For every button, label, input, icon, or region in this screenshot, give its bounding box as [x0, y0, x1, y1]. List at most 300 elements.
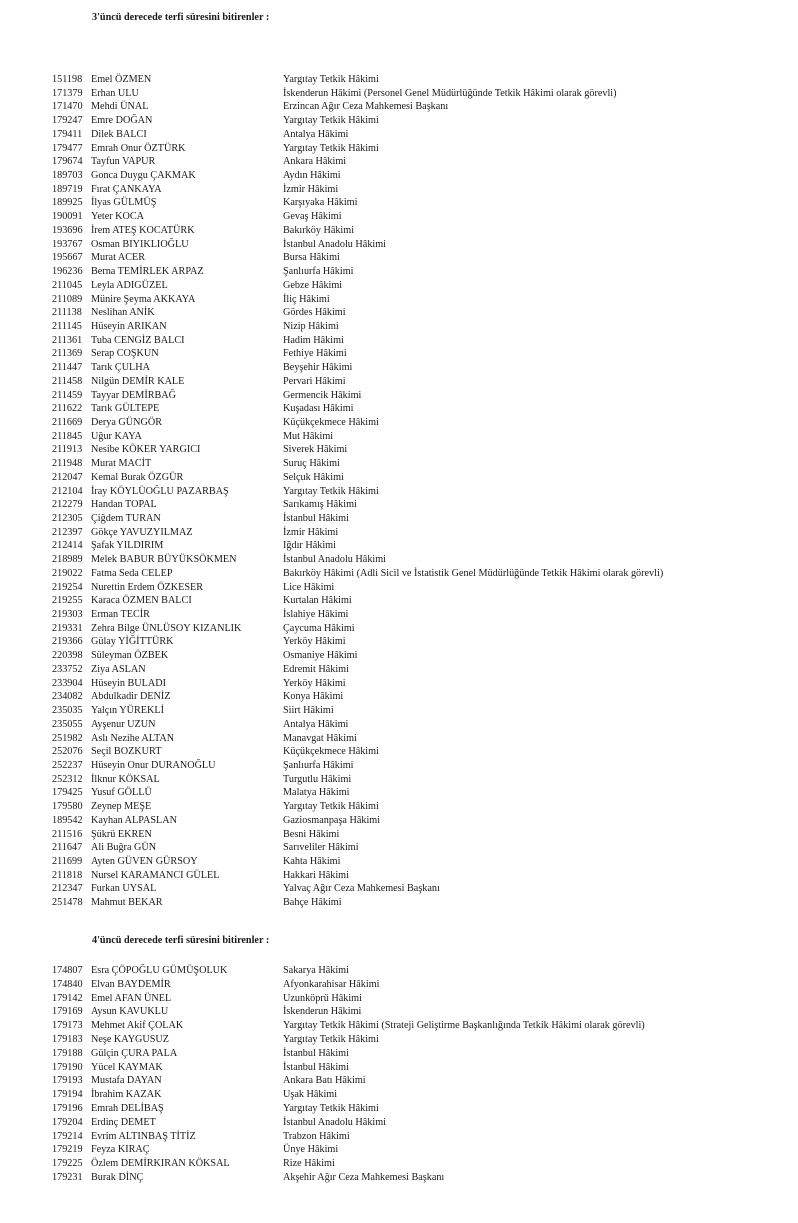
list-item: [52, 896, 792, 910]
sicil-number: 211845: [52, 430, 83, 442]
sicil-number: 171470: [52, 101, 83, 113]
person-name: Aysun KAVUKLU: [91, 1006, 169, 1018]
sicil-number: 179411: [52, 128, 83, 140]
position-title: Nizip Hâkimi: [283, 320, 339, 332]
sicil-number: 211089: [52, 293, 83, 305]
person-name: Esra ÇÖPOĞLU GÜMÜŞOLUK: [91, 965, 228, 976]
sicil-number: 195667: [52, 252, 83, 264]
position-title: Ünye Hâkimi: [283, 1144, 339, 1156]
sicil-number: 179580: [52, 801, 83, 813]
sicil-number: 252237: [52, 759, 83, 771]
person-name: Gülçin ÇURA PALA: [91, 1047, 178, 1059]
person-name: Burak DİNÇ: [91, 1171, 144, 1183]
person-name: Erhan ULU: [91, 87, 139, 99]
list-item: [52, 786, 792, 800]
position-title: Yerköy Hâkimi: [283, 677, 346, 689]
sicil-number: 211516: [52, 828, 83, 840]
position-title: Rize Hâkimi: [283, 1158, 335, 1170]
position-title: Besni Hâkimi: [283, 828, 340, 840]
position-title: Turgutlu Hâkimi: [283, 773, 352, 785]
position-title: Yargıtay Tetkik Hâkimi (Strateji Geliştirme Başkanlığında Tetkik Hâkimi olarak görevli): [283, 1020, 645, 1032]
position-title: Yargıtay Tetkik Hâkimi: [283, 142, 379, 154]
person-name: Erman TECİR: [91, 609, 150, 621]
position-title: İliç Hâkimi: [283, 293, 330, 305]
list-item: [52, 1033, 792, 1047]
list-item: [52, 526, 792, 540]
list-item: [52, 1088, 792, 1102]
person-name: Abdulkadir DENİZ: [91, 691, 171, 703]
sicil-number: 212397: [52, 526, 83, 538]
person-name: İbrahim KAZAK: [91, 1089, 162, 1101]
position-title: Edremit Hâkimi: [283, 663, 349, 675]
sicil-number: 219303: [52, 609, 83, 621]
person-name: Uğur KAYA: [91, 430, 142, 442]
person-name: Murat MACİT: [91, 458, 152, 470]
list-item: [52, 800, 792, 814]
person-name: Gonca Duygu ÇAKMAK: [91, 170, 196, 182]
person-name: Süleyman ÖZBEK: [91, 650, 169, 662]
position-title: İzmir Hâkimi: [283, 526, 339, 538]
sicil-number: 212414: [52, 540, 83, 552]
person-name: Mahmut BEKAR: [91, 897, 163, 909]
sicil-number: 179477: [52, 142, 83, 154]
list-item: [52, 265, 792, 279]
sicil-number: 211145: [52, 320, 82, 332]
sicil-number: 179188: [52, 1047, 83, 1059]
list-item: [52, 169, 792, 183]
person-name: Leyla ADIGÜZEL: [91, 279, 168, 291]
list-item: [52, 1171, 792, 1185]
position-title: Hadim Hâkimi: [283, 334, 344, 346]
list-item: [52, 224, 792, 238]
position-title: İslahiye Hâkimi: [283, 609, 349, 621]
list-item: [52, 1157, 792, 1171]
sicil-number: 219255: [52, 595, 83, 607]
list-item: [52, 1116, 792, 1130]
position-title: Gevaş Hâkimi: [283, 211, 342, 223]
position-title: Akşehir Ağır Ceza Mahkemesi Başkanı: [283, 1171, 445, 1183]
sicil-number: 179247: [52, 115, 83, 127]
position-title: Beyşehir Hâkimi: [283, 362, 353, 374]
position-title: İstanbul Hâkimi: [283, 513, 349, 524]
sicil-number: 189703: [52, 170, 83, 182]
list-item: [52, 279, 792, 293]
sicil-number: 218989: [52, 554, 83, 566]
person-name: Hüseyin Onur DURANOĞLU: [91, 759, 216, 771]
position-title: Gaziosmanpaşa Hâkimi: [283, 814, 381, 826]
person-name: Feyza KIRAÇ: [91, 1144, 150, 1156]
position-title: Sakarya Hâkimi: [283, 965, 349, 976]
position-title: Kuşadası Hâkimi: [283, 403, 354, 415]
person-name: Kemal Burak ÖZGÜR: [91, 471, 184, 483]
list-item: [52, 210, 792, 224]
position-title: İskenderun Hâkimi (Personel Genel Müdürlüğünde Tetkik Hâkimi olarak görevli): [283, 87, 617, 99]
person-name: Neslihan ANİK: [91, 307, 155, 319]
promotion-list-3rd-degree: [52, 73, 792, 910]
position-title: Şanlıurfa Hâkimi: [283, 266, 354, 278]
list-item: [52, 553, 792, 567]
person-name: Karaca ÖZMEN BALCI: [91, 595, 192, 607]
person-name: İlyas GÜLMÜŞ: [91, 197, 157, 209]
position-title: Gebze Hâkimi: [283, 279, 343, 291]
sicil-number: 252076: [52, 746, 83, 758]
sicil-number: 196236: [52, 266, 83, 278]
person-name: Şafak YILDIRIM: [91, 540, 164, 552]
person-name: Yücel KAYMAK: [91, 1061, 163, 1073]
person-name: Münire Şeyma AKKAYA: [91, 293, 196, 305]
sicil-number: 179190: [52, 1061, 83, 1073]
person-name: Nursel KARAMANCI GÜLEL: [91, 869, 220, 881]
position-title: Afyonkarahisar Hâkimi: [283, 978, 380, 990]
sicil-number: 233904: [52, 677, 83, 689]
list-item: [52, 416, 792, 430]
person-name: Yusuf GÖLLÜ: [91, 787, 152, 799]
person-name: Emel ÖZMEN: [91, 74, 152, 85]
list-item: [52, 443, 792, 457]
sicil-number: 190091: [52, 211, 83, 223]
list-item: [52, 745, 792, 759]
list-item: [52, 347, 792, 361]
sicil-number: 179193: [52, 1075, 83, 1087]
position-title: Bursa Hâkimi: [283, 252, 340, 264]
position-title: Yargıtay Tetkik Hâkimi: [283, 485, 379, 497]
list-item: [52, 1074, 792, 1088]
sicil-number: 179173: [52, 1020, 83, 1032]
list-item: [52, 622, 792, 636]
person-name: Evrim ALTINBAŞ TİTİZ: [91, 1130, 196, 1142]
person-name: Berna TEMİRLEK ARPAZ: [91, 266, 204, 278]
list-item: [52, 155, 792, 169]
list-item: [52, 306, 792, 320]
position-title: Yerköy Hâkimi: [283, 636, 346, 648]
position-title: Küçükçekmece Hâkimi: [283, 746, 379, 758]
position-title: Çaycuma Hâkimi: [283, 622, 355, 634]
person-name: Yalçın YÜREKLİ: [91, 705, 165, 717]
position-title: Bakırköy Hâkimi (Adli Sicil ve İstatistik Genel Müdürlüğünde Tetkik Hâkimi olarak görevli): [283, 567, 664, 579]
position-title: Germencik Hâkimi: [283, 389, 362, 401]
sicil-number: 211913: [52, 444, 83, 456]
list-item: [52, 1102, 792, 1116]
person-name: Ali Buğra GÜN: [91, 842, 157, 854]
list-item: [52, 567, 792, 581]
person-name: Hüseyin ARIKAN: [91, 320, 167, 332]
promotion-list-4th-degree: [52, 964, 792, 1185]
position-title: Yalvaç Ağır Ceza Mahkemesi Başkanı: [283, 883, 440, 895]
sicil-number: 211369: [52, 348, 83, 360]
list-item: [52, 759, 792, 773]
list-item: [52, 718, 792, 732]
person-name: Emrah DELİBAŞ: [91, 1102, 164, 1114]
list-item: [52, 732, 792, 746]
section-heading-3rd-degree: 3'üncü derecede terfi süresini bitirenler :: [92, 12, 270, 23]
list-item: [52, 389, 792, 403]
sicil-number: 252312: [52, 773, 83, 785]
sicil-number: 212305: [52, 513, 83, 524]
sicil-number: 174807: [52, 965, 83, 976]
section-heading-4th-degree: 4'üncü derecede terfi süresini bitirenler :: [92, 935, 270, 946]
sicil-number: 179225: [52, 1158, 83, 1170]
sicil-number: 211447: [52, 362, 83, 374]
list-item: [52, 882, 792, 896]
position-title: İstanbul Anadolu Hâkimi: [283, 1116, 386, 1128]
sicil-number: 189925: [52, 197, 83, 209]
position-title: Manavgat Hâkimi: [283, 732, 357, 744]
sicil-number: 219254: [52, 581, 83, 593]
list-item: [52, 471, 792, 485]
position-title: Siverek Hâkimi: [283, 444, 348, 456]
person-name: Aslı Nezihe ALTAN: [91, 732, 175, 744]
list-item: [52, 361, 792, 375]
sicil-number: 219331: [52, 622, 83, 634]
position-title: Pervari Hâkimi: [283, 375, 346, 387]
sicil-number: 179425: [52, 787, 83, 799]
position-title: Mut Hâkimi: [283, 430, 334, 442]
list-item: [52, 677, 792, 691]
person-name: Zeynep MEŞE: [91, 801, 152, 813]
person-name: Yeter KOCA: [91, 211, 145, 223]
position-title: Sarıkamış Hâkimi: [283, 499, 357, 511]
person-name: Tayyar DEMİRBAĞ: [91, 389, 177, 401]
list-item: [52, 196, 792, 210]
position-title: Bakırköy Hâkimi: [283, 224, 355, 236]
sicil-number: 211647: [52, 842, 83, 854]
list-item: [52, 183, 792, 197]
position-title: Sarıveliler Hâkimi: [283, 842, 359, 854]
list-item: [52, 828, 792, 842]
sicil-number: 179214: [52, 1130, 83, 1142]
position-title: İstanbul Hâkimi: [283, 1047, 349, 1059]
position-title: İzmir Hâkimi: [283, 183, 339, 195]
person-name: Dilek BALCI: [91, 128, 147, 140]
person-name: Kayhan ALPASLAN: [91, 814, 177, 826]
list-item: [52, 1019, 792, 1033]
list-item: [52, 690, 792, 704]
list-item: [52, 608, 792, 622]
position-title: İskenderun Hâkimi: [283, 1006, 362, 1018]
position-title: Ankara Batı Hâkimi: [283, 1075, 366, 1087]
person-name: Emre DOĞAN: [91, 115, 153, 127]
person-name: Ziya ASLAN: [91, 663, 146, 675]
sicil-number: 211045: [52, 279, 83, 291]
person-name: Melek BABUR BÜYÜKSÖKMEN: [91, 554, 237, 566]
position-title: Trabzon Hâkimi: [283, 1130, 350, 1142]
position-title: Ankara Hâkimi: [283, 156, 347, 168]
sicil-number: 179231: [52, 1171, 83, 1183]
person-name: Emel AFAN ÜNEL: [91, 992, 172, 1004]
position-title: Kurtalan Hâkimi: [283, 595, 352, 607]
position-title: Lice Hâkimi: [283, 581, 335, 593]
position-title: Konya Hâkimi: [283, 691, 344, 703]
position-title: Osmaniye Hâkimi: [283, 650, 358, 662]
sicil-number: 251982: [52, 732, 83, 744]
list-item: [52, 73, 792, 87]
list-item: [52, 87, 792, 101]
position-title: Uzunköprü Hâkimi: [283, 992, 362, 1004]
position-title: Yargıtay Tetkik Hâkimi: [283, 801, 379, 813]
list-item: [52, 498, 792, 512]
list-item: [52, 375, 792, 389]
person-name: Ayşenur UZUN: [91, 718, 156, 730]
sicil-number: 189719: [52, 183, 83, 195]
list-item: [52, 663, 792, 677]
position-title: Yargıtay Tetkik Hâkimi: [283, 1102, 379, 1114]
sicil-number: 220398: [52, 650, 83, 662]
sicil-number: 219366: [52, 636, 83, 648]
person-name: Şükrü EKREN: [91, 828, 152, 840]
sicil-number: 212347: [52, 883, 83, 895]
list-item: [52, 293, 792, 307]
person-name: Murat ACER: [91, 252, 146, 264]
position-title: Yargıtay Tetkik Hâkimi: [283, 74, 379, 85]
person-name: Hüseyin BULADI: [91, 677, 166, 689]
list-item: [52, 992, 792, 1006]
list-item: [52, 457, 792, 471]
person-name: Çiğdem TURAN: [91, 513, 161, 524]
list-item: [52, 594, 792, 608]
person-name: Özlem DEMİRKIRAN KÖKSAL: [91, 1158, 230, 1170]
sicil-number: 211138: [52, 307, 82, 319]
list-item: [52, 142, 792, 156]
list-item: [52, 114, 792, 128]
position-title: Yargıtay Tetkik Hâkimi: [283, 115, 379, 127]
list-item: [52, 402, 792, 416]
list-item: [52, 238, 792, 252]
sicil-number: 212279: [52, 499, 83, 511]
position-title: İstanbul Hâkimi: [283, 1061, 349, 1073]
person-name: Serap COŞKUN: [91, 348, 159, 360]
sicil-number: 219022: [52, 567, 83, 579]
position-title: Iğdır Hâkimi: [283, 540, 336, 552]
person-name: Ayten GÜVEN GÜRSOY: [91, 855, 198, 867]
person-name: Tayfun VAPUR: [91, 156, 156, 168]
person-name: Tarık ÇULHA: [91, 362, 150, 374]
sicil-number: 212047: [52, 471, 83, 483]
sicil-number: 179183: [52, 1033, 83, 1045]
list-item: [52, 1143, 792, 1157]
position-title: Bahçe Hâkimi: [283, 897, 342, 909]
list-item: [52, 581, 792, 595]
person-name: Mustafa DAYAN: [91, 1075, 162, 1087]
position-title: Şanlıurfa Hâkimi: [283, 759, 354, 771]
position-title: Uşak Hâkimi: [283, 1089, 338, 1101]
sicil-number: 211818: [52, 869, 83, 881]
list-item: [52, 320, 792, 334]
person-name: Furkan UYSAL: [91, 883, 157, 895]
position-title: Gördes Hâkimi: [283, 307, 346, 319]
list-item: [52, 635, 792, 649]
sicil-number: 235055: [52, 718, 83, 730]
sicil-number: 211459: [52, 389, 83, 401]
list-item: [52, 1130, 792, 1144]
list-item: [52, 814, 792, 828]
position-title: Antalya Hâkimi: [283, 718, 349, 730]
person-name: Derya GÜNGÖR: [91, 416, 163, 428]
position-title: Erzincan Ağır Ceza Mahkemesi Başkanı: [283, 101, 449, 113]
person-name: İray KÖYLÜOĞLU PAZARBAŞ: [91, 485, 229, 497]
sicil-number: 193767: [52, 238, 83, 250]
sicil-number: 179196: [52, 1102, 83, 1114]
person-name: Mehdi ÜNAL: [91, 101, 149, 113]
position-title: İstanbul Anadolu Hâkimi: [283, 554, 386, 566]
position-title: Kahta Hâkimi: [283, 855, 341, 867]
sicil-number: 174840: [52, 978, 83, 990]
position-title: İstanbul Anadolu Hâkimi: [283, 238, 386, 250]
sicil-number: 179169: [52, 1006, 83, 1018]
person-name: İrem ATEŞ KOCATÜRK: [91, 224, 195, 236]
sicil-number: 211458: [52, 375, 83, 387]
list-item: [52, 1047, 792, 1061]
list-item: [52, 430, 792, 444]
sicil-number: 212104: [52, 485, 83, 497]
list-item: [52, 649, 792, 663]
person-name: İlknur KÖKSAL: [91, 773, 160, 785]
list-item: [52, 704, 792, 718]
list-item: [52, 485, 792, 499]
sicil-number: 151198: [52, 74, 83, 85]
person-name: Fatma Seda CELEP: [91, 567, 173, 579]
list-item: [52, 251, 792, 265]
sicil-number: 179674: [52, 156, 83, 168]
position-title: Antalya Hâkimi: [283, 128, 349, 140]
sicil-number: 193696: [52, 224, 83, 236]
list-item: [52, 855, 792, 869]
list-item: [52, 964, 792, 978]
person-name: Mehmet Akif ÇOLAK: [91, 1020, 184, 1032]
person-name: Osman BIYIKLIOĞLU: [91, 238, 189, 250]
sicil-number: 211361: [52, 334, 83, 346]
list-item: [52, 978, 792, 992]
sicil-number: 211948: [52, 458, 83, 470]
position-title: Fethiye Hâkimi: [283, 348, 347, 360]
person-name: Zehra Bilge ÜNLÜSOY KIZANLIK: [91, 622, 242, 634]
sicil-number: 233752: [52, 663, 83, 675]
person-name: Elvan BAYDEMİR: [91, 978, 171, 990]
list-item: [52, 334, 792, 348]
list-item: [52, 1061, 792, 1075]
person-name: Nesibe KÖKER YARGICI: [91, 444, 201, 456]
sicil-number: 211669: [52, 416, 83, 428]
person-name: Tarık GÜLTEPE: [91, 403, 160, 415]
sicil-number: 211622: [52, 403, 83, 415]
position-title: Aydın Hâkimi: [283, 170, 341, 182]
list-item: [52, 512, 792, 526]
sicil-number: 179194: [52, 1089, 83, 1101]
person-name: Erdinç DEMET: [91, 1116, 156, 1128]
sicil-number: 251478: [52, 897, 83, 909]
position-title: Yargıtay Tetkik Hâkimi: [283, 1033, 379, 1045]
sicil-number: 171379: [52, 87, 83, 99]
position-title: Hakkari Hâkimi: [283, 869, 349, 881]
position-title: Siirt Hâkimi: [283, 705, 334, 717]
sicil-number: 234082: [52, 691, 83, 703]
position-title: Malatya Hâkimi: [283, 787, 350, 799]
position-title: Selçuk Hâkimi: [283, 471, 344, 483]
list-item: [52, 773, 792, 787]
list-item: [52, 539, 792, 553]
list-item: [52, 1005, 792, 1019]
sicil-number: 179142: [52, 992, 83, 1004]
position-title: Suruç Hâkimi: [283, 458, 340, 470]
sicil-number: 189542: [52, 814, 83, 826]
person-name: Handan TOPAL: [91, 499, 157, 511]
list-item: [52, 869, 792, 883]
list-item: [52, 841, 792, 855]
list-item: [52, 100, 792, 114]
person-name: Neşe KAYGUSUZ: [91, 1033, 170, 1045]
list-item: [52, 128, 792, 142]
person-name: Seçil BOZKURT: [91, 746, 162, 758]
position-title: Küçükçekmece Hâkimi: [283, 416, 379, 428]
